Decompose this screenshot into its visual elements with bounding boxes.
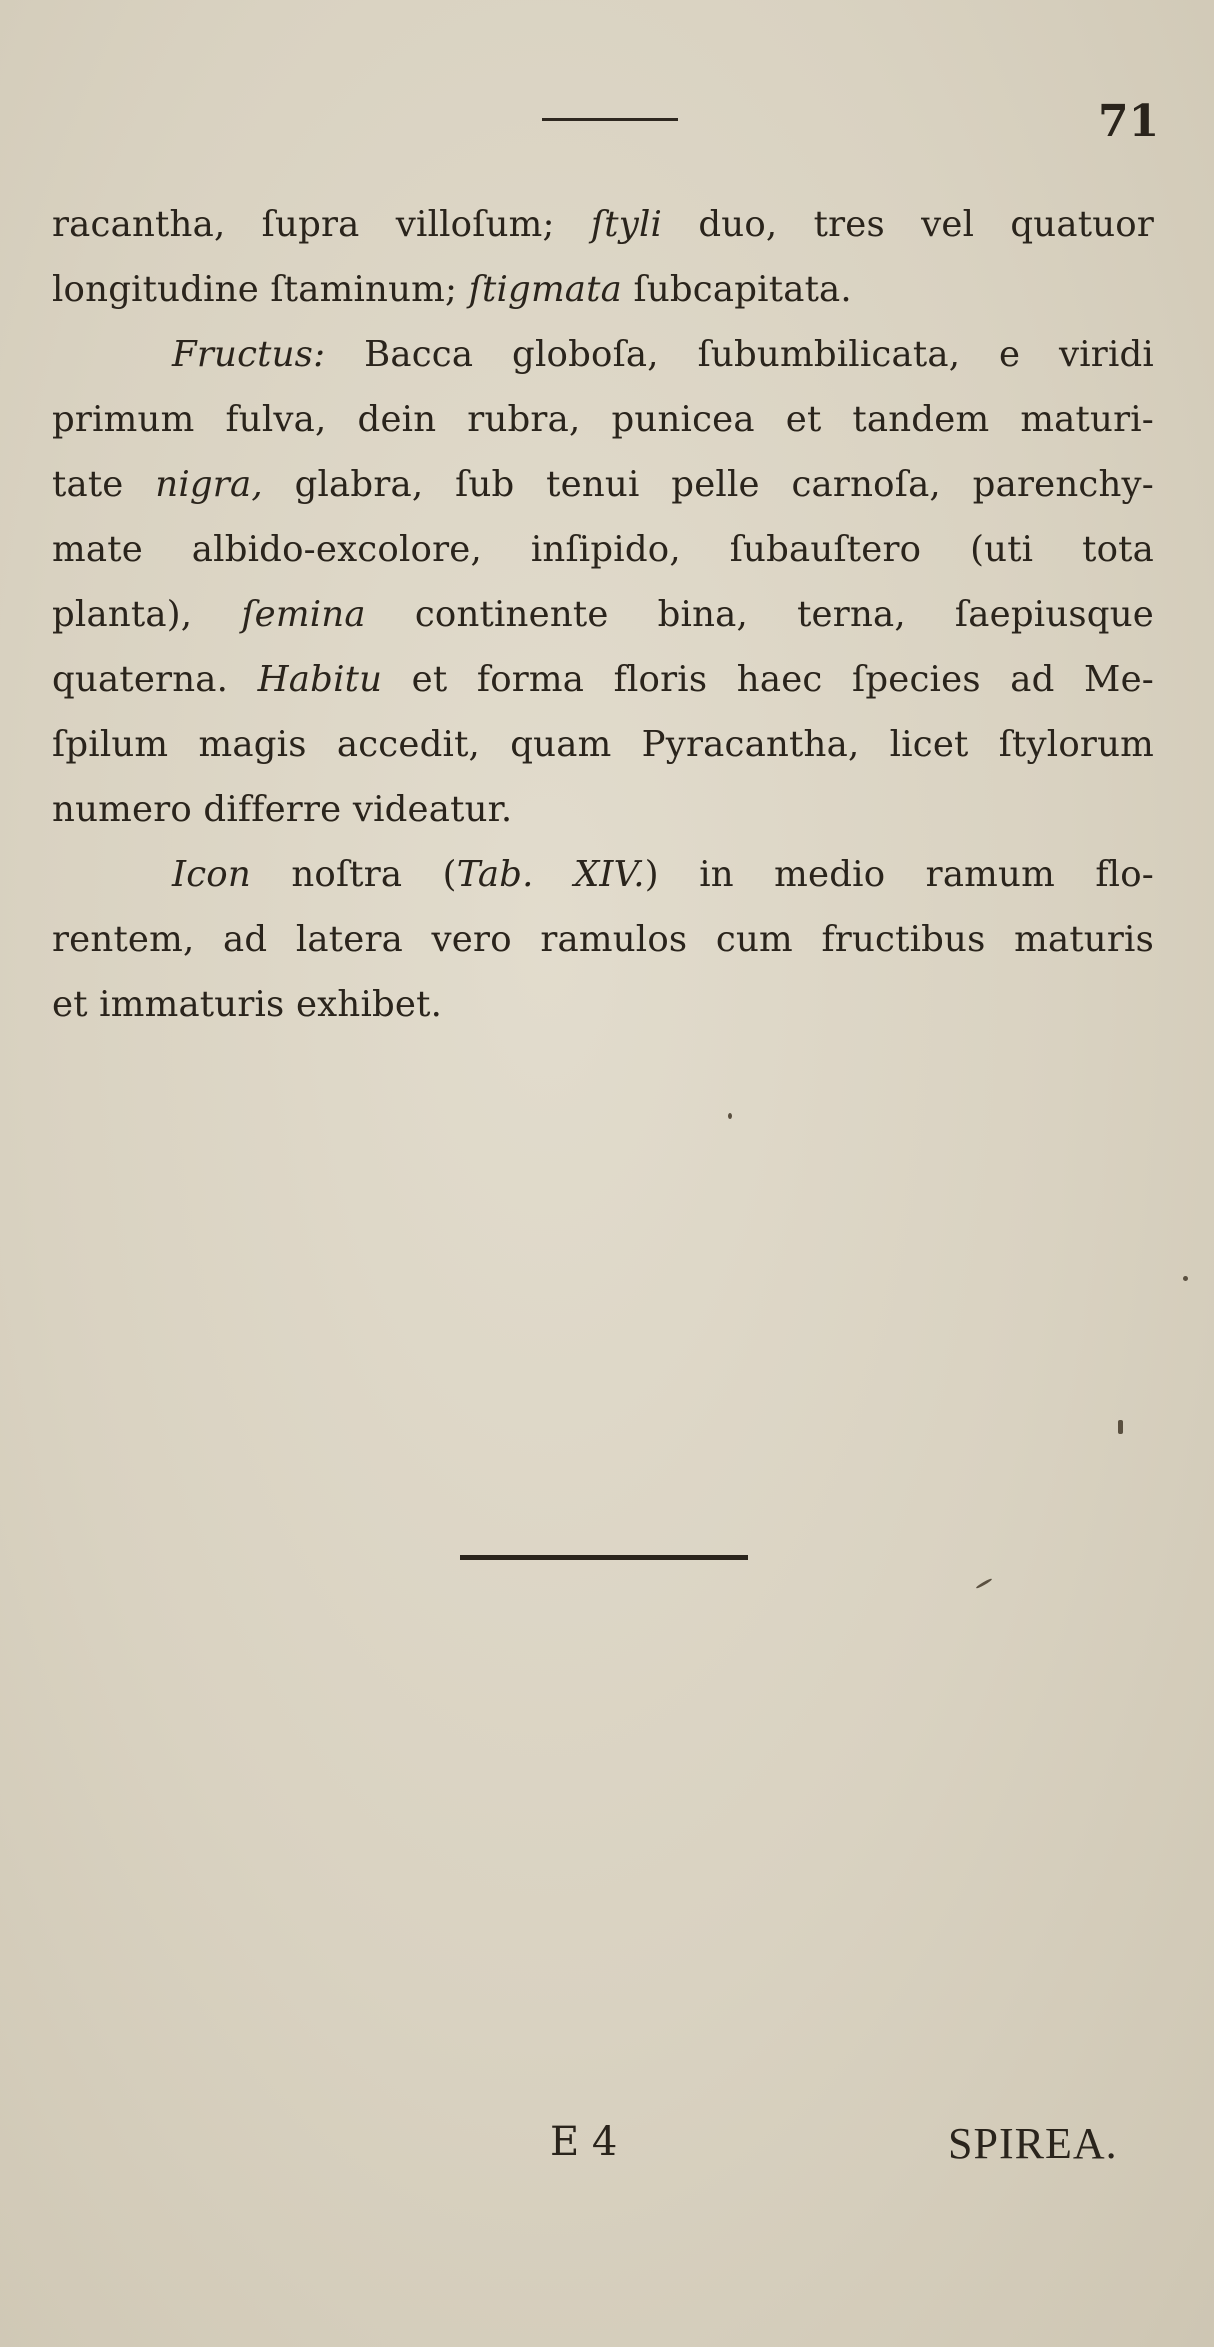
italic-run: ſemina [241,594,366,635]
text-line [52,582,1154,647]
text-line [52,452,1154,517]
paragraph [52,322,1154,842]
text-line [52,647,1154,712]
italic-run: ſtigmata [468,269,622,310]
text-line [52,192,1154,257]
text-line [52,842,1154,907]
text-run: et forma floris haec ſpecies ad Me- [382,659,1154,700]
italic-run: Fructus: [172,334,326,375]
paper-speck [975,1578,992,1590]
text-line [52,322,1154,387]
catchword: SPIREA. [948,2119,1118,2168]
paper-speck [1118,1420,1123,1434]
paragraph [52,842,1154,1037]
text-line [52,257,1154,322]
text-run: ſpilum magis accedit, quam Pyracantha, licet ſtylorum [52,724,1154,765]
italic-run: nigra, [155,464,263,505]
text-run: quaterna. [52,659,258,700]
signature-mark: E 4 [550,2119,618,2165]
italic-run: Icon [172,854,251,895]
text-run: glabra, ſub tenui pelle carnoſa, parenchy- [262,464,1154,505]
text-line [52,907,1154,972]
text-line [52,712,1154,777]
italic-run: Habitu [257,659,383,700]
paper-speck [1183,1276,1188,1281]
body-text [52,192,1154,1037]
text-line [52,517,1154,582]
italic-run: ſtyli [590,204,663,245]
text-run: duo, tres vel quatuor [662,204,1155,245]
text-run: primum fulva, dein rubra, punicea et tandem maturi- [52,399,1154,440]
text-run: Bacca globoſa, ſubumbilicata, e viridi [325,334,1154,375]
header-rule [542,118,678,121]
text-run: longitudine ſtaminum; [52,269,469,310]
text-run: numero differre videatur. [52,789,513,830]
paragraph [52,192,1154,322]
text-run: noſtra ( [250,854,457,895]
text-run: ſubcapitata. [622,269,852,310]
page-number: 71 [1098,96,1160,147]
text-run: rentem, ad latera vero ramulos cum fructibus maturis [52,919,1154,960]
text-line [52,387,1154,452]
text-line [52,777,1154,842]
text-run: tate [52,464,156,505]
text-line [52,972,1154,1037]
text-run: et immaturis exhibet. [52,984,443,1025]
italic-run: Tab. XIV. [456,854,645,895]
text-run: continente bina, terna, ſaepiusque [365,594,1154,635]
text-run: planta), [52,594,242,635]
paper-speck [728,1113,732,1119]
text-run: ) in medio ramum flo- [644,854,1154,895]
text-run: racantha, ſupra villoſum; [52,204,591,245]
text-run: mate albido-excolore, inſipido, ſubauſtero (uti tota [52,529,1154,570]
section-divider-rule [460,1555,748,1560]
